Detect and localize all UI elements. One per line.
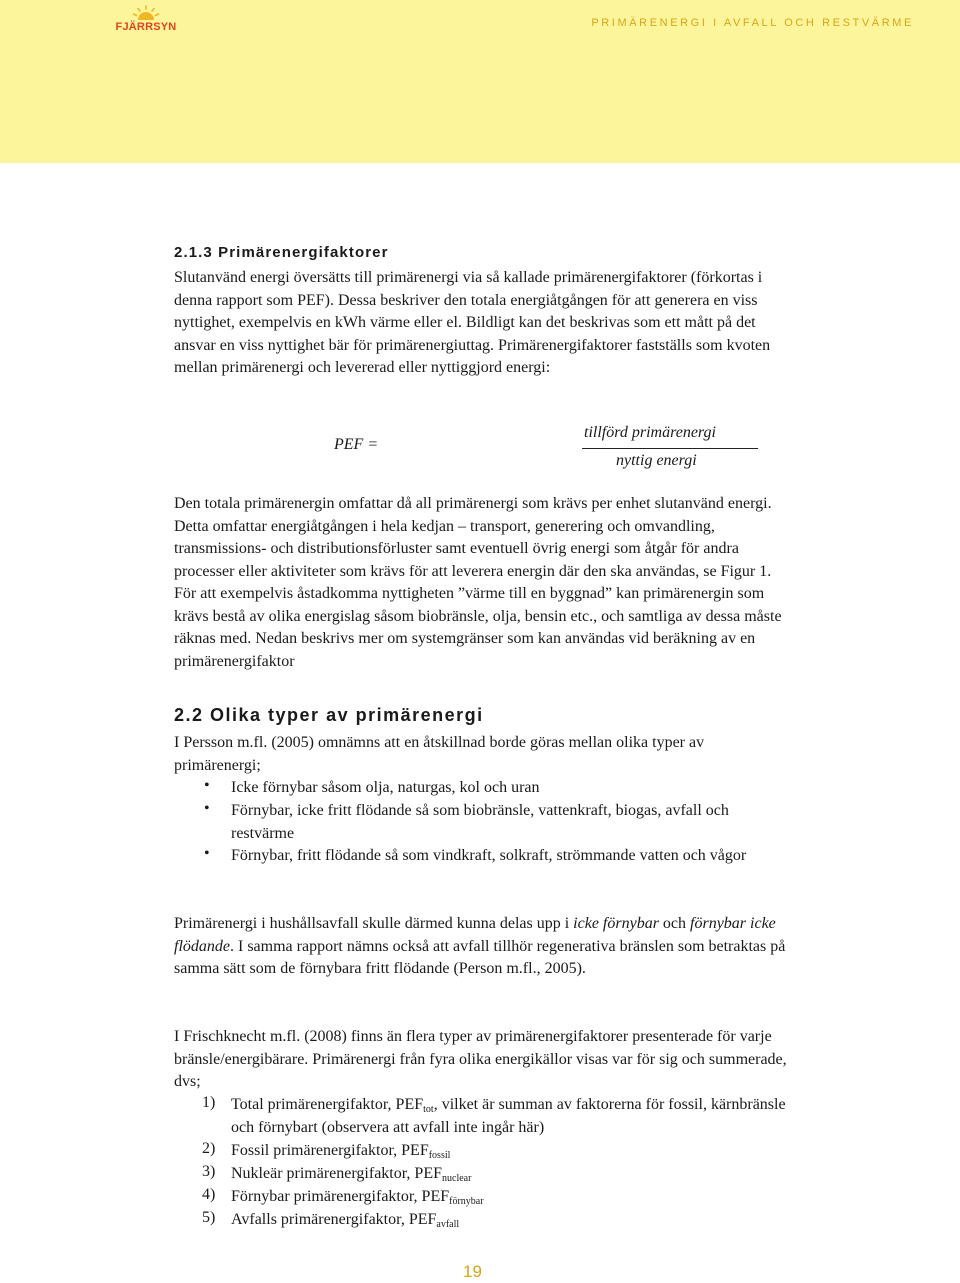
list-number: 4) — [202, 1186, 216, 1203]
section-heading-2-2: 2.2 Olika typer av primärenergi — [174, 705, 484, 725]
item-subscript: fossil — [428, 1150, 451, 1161]
list-item — [231, 1140, 794, 1163]
header-title: PRIMÄRENERGI I AVFALL OCH RESTVÄRME — [591, 17, 914, 29]
list-item — [231, 1094, 794, 1139]
bullet-icon: • — [204, 845, 210, 862]
paragraph-text: I Persson m.fl. (2005) omnämns att en åtskillnad borde göras mellan olika typer av primärenergi; — [174, 734, 705, 774]
list-item: Förnybar, fritt flödande så som vindkraft, solkraft, strömmande vatten och vågor — [231, 847, 747, 864]
paragraph-text — [174, 913, 794, 981]
item-text: Total primärenergifaktor, PEF — [231, 1096, 424, 1113]
item-subscript: nuclear — [442, 1173, 472, 1184]
fraction-bar — [582, 448, 758, 449]
list-item: Förnybar, icke fritt flödande så som biobränsle, vattenkraft, biogas, avfall och restvärme — [231, 802, 729, 842]
item-text: Fossil primärenergifaktor, PEF — [231, 1142, 429, 1159]
paragraph-text: Slutanvänd energi översätts till primärenergi via så kallade primärenergifaktorer (förkortas i denna rapport som PEF). Dessa beskriver den totala energiåtgången för att generera en viss nyttighet, exempelvis en kWh värme eller el. Bildligt kan det beskrivas som ett mått på det ansvar en viss nyttighet bär för primärenergiuttag. Primärenergifaktorer fastställs som kvoten mellan primärenergi och levererad eller nyttiggjord energi: — [174, 269, 771, 376]
formula-lhs: PEF = — [334, 436, 379, 453]
item-subscript: tot — [423, 1104, 434, 1115]
item-subscript: avfall — [436, 1219, 460, 1230]
pef-formula — [334, 424, 716, 470]
item-rest: , vilket är summan av faktorerna för fossil, kärnbränsle och förnybart (observera att avfall inte ingår här) — [231, 1096, 786, 1136]
list-number: 3) — [202, 1163, 216, 1180]
bullet-icon: • — [204, 800, 210, 817]
paragraph-total-primary-energy — [174, 493, 794, 673]
paragraph-household-waste — [174, 913, 794, 981]
sun-icon — [132, 5, 160, 21]
list-item — [231, 1209, 794, 1232]
item-subscript: förnybar — [449, 1196, 484, 1207]
list-number: 5) — [202, 1209, 216, 1226]
logo-text: FJÄRRSYN — [115, 21, 177, 33]
paragraph-pef-intro — [174, 267, 794, 380]
text-run: . I samma rapport nämns också att avfall tillhör regenerativa bränslen som betraktas på samma sätt som de förnybara fritt flödande (Person m.fl., 2005). — [174, 937, 786, 977]
paragraph-frischknecht — [174, 1026, 794, 1094]
item-text: Avfalls primärenergifaktor, PEF — [231, 1211, 437, 1228]
text-run: och — [658, 915, 691, 932]
list-number: 1) — [202, 1094, 216, 1111]
list-item: Icke förnybar såsom olja, naturgas, kol och uran — [231, 779, 540, 796]
list-item — [231, 1163, 794, 1186]
page-number: 19 — [463, 1262, 482, 1281]
item-text: Förnybar primärenergifaktor, PEF — [231, 1188, 450, 1205]
bullet-icon: • — [204, 777, 210, 794]
list-item — [231, 1186, 794, 1209]
section-heading-2-1-3: 2.1.3 Primärenergifaktorer — [174, 244, 389, 261]
text-run: Primärenergi i hushållsavfall skulle därmed kunna delas upp i — [174, 915, 574, 932]
fjarrsyn-logo — [108, 5, 184, 35]
paragraph-text: Den totala primärenergin omfattar då all primärenergi som krävs per enhet slutanvänd energi. Detta omfattar energiåtgången i hela kedjan – transport, generering och omvandling, transmissions- och distributionsförluster samt eventuell övrig energi som åtgår för andra processer eller aktiviteter som krävs för att leverera energin där den ska användas, se Figur 1. För att exempelvis åstadkomma nyttigheten ”värme till en byggnad” kan primärenergin som krävs bestå av olika energislag såsom biobränsle, olja, bensin etc., och samtliga av dessa måste räknas med. Nedan beskrivs mer om systemgränser som kan användas vid beräkning av en primärenergifaktor — [174, 495, 782, 670]
formula-numerator: tillförd primärenergi — [584, 424, 716, 441]
list-number: 2) — [202, 1140, 216, 1157]
item-text: Nukleär primärenergifaktor, PEF — [231, 1165, 442, 1182]
paragraph-persson-intro — [174, 732, 794, 777]
paragraph-text: I Frischknecht m.fl. (2008) finns än flera typer av primärenergifaktorer presenterade för varje bränsle/energibärare. Primärenergi från fyra olika energikällor visas var för sig och summerade, dvs; — [174, 1028, 787, 1090]
emphasis-renewable-non-flowing: förnybar icke flödande — [174, 915, 776, 955]
formula-denominator: nyttig energi — [616, 452, 697, 469]
emphasis-non-renewable: icke förnybar — [573, 915, 659, 932]
header-banner — [0, 0, 960, 163]
